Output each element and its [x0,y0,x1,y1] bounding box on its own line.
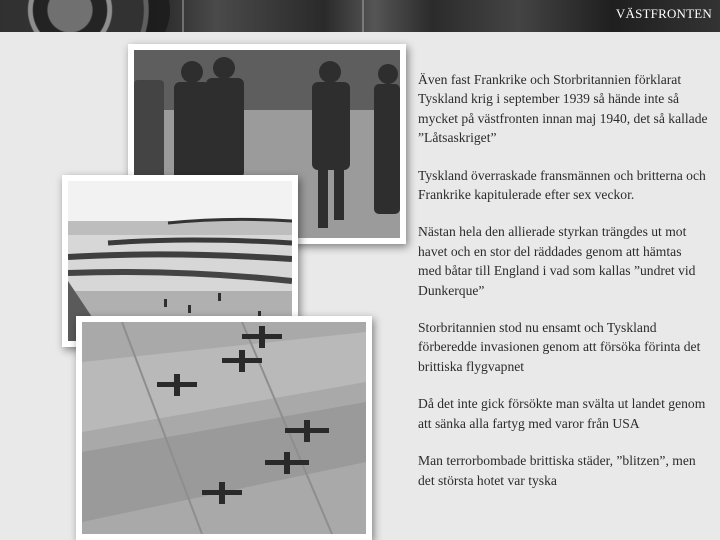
text-column [418,70,708,490]
paragraph-dunkirk: Nästan hela den allierade styrkan trängdes ut mot havet och en stor del räddades genom att hämtas med båtar till England i vad som kallas ”undret vid Dunkerque” [418,224,696,298]
paragraph-france-capitulation: Tyskland överraskade fransmännen och britterna och Frankrike kapitulerade efter sex veckor. [418,167,706,203]
paragraph-starve-britain: Då det inte gick försökte man svälta ut landet genom att sänka alla fartyg med varor från USA [418,396,706,431]
photo-aircraft-formation [76,316,372,540]
banner-divider [182,0,184,32]
header-banner [0,0,720,32]
banner-divider [362,0,364,32]
banner-wheel-decoration [0,0,170,32]
photo-aircraft-formation-icon [82,322,366,534]
paragraph-phoney-war: Även fast Frankrike och Storbritannien förklarat Tyskland krig i september 1939 så hände inte så mycket på västfronten innan maj 1940, det så kallade ”Låtsaskriget” [418,72,708,146]
slide-title: VÄSTFRONTEN [615,6,712,21]
paragraph-blitz: Man terrorbombade brittiska städer, ”blitzen”, men det största hotet var tyska [418,453,696,488]
paragraph-battle-of-britain: Storbritannien stod nu ensamt och Tyskland förberedde invasionen genom att försöka förinta det brittiska flygvapnet [418,320,701,374]
